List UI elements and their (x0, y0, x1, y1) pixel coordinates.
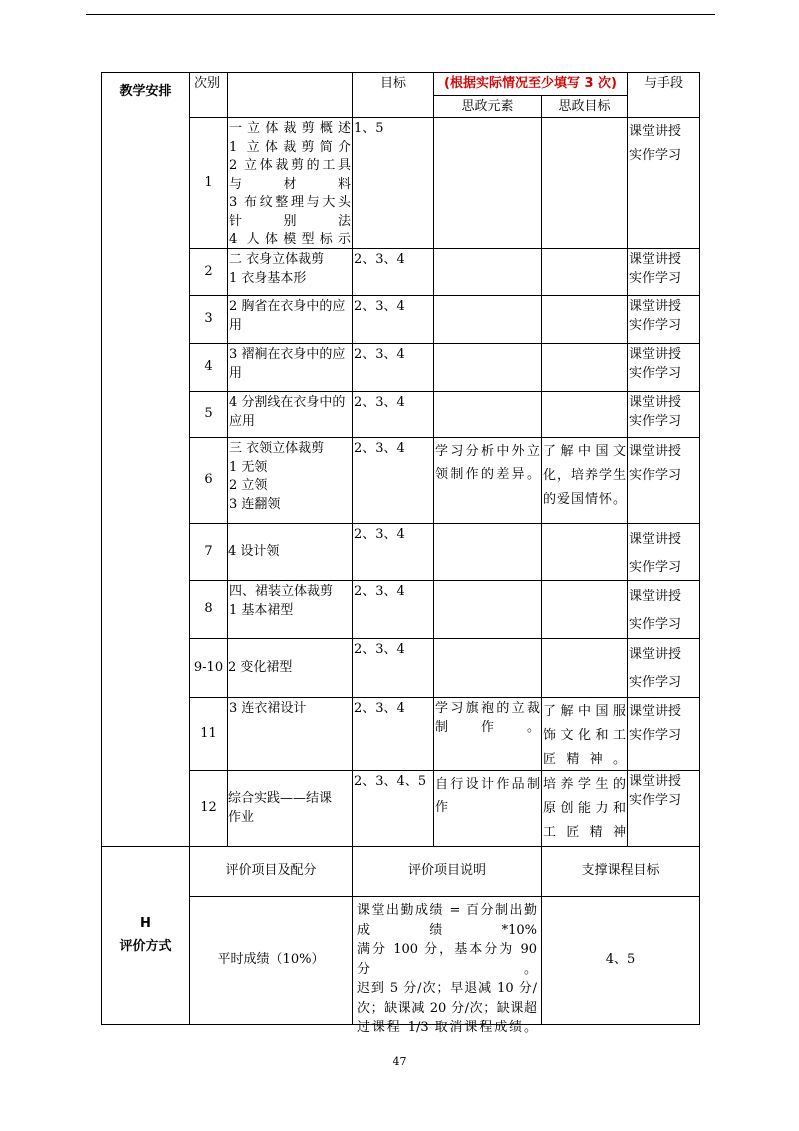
row-number (190, 771, 228, 847)
text-line: 实作学习 (629, 728, 682, 743)
header-ideo-goal (542, 96, 628, 118)
text-line: 实作学习 (629, 468, 682, 483)
row-number (190, 438, 228, 524)
text-line: 实作学习 (629, 792, 682, 808)
row-method (628, 118, 700, 249)
header-method (628, 73, 700, 118)
row-content (228, 771, 353, 847)
text-line: 与材料 (229, 176, 351, 192)
row-ideo-element (434, 344, 542, 392)
row-target-text: 2、3、4 (354, 252, 405, 267)
text-line: 用 (229, 317, 243, 333)
text-line: 化，培养学生 (543, 468, 626, 483)
eval-item (190, 897, 353, 1025)
text-line: 了解中国文 (543, 444, 626, 459)
row-number-text: 1 (204, 174, 213, 190)
row-number-text: 11 (200, 725, 217, 741)
eval-goal (542, 897, 700, 1025)
row-ideo-element (434, 118, 542, 249)
row-target-text: 2、3、4 (354, 584, 405, 599)
row-ideo-element (434, 438, 542, 524)
evaluation-letter: H (140, 916, 151, 931)
row-method (628, 344, 700, 392)
text-line: 课堂讲授 (629, 124, 682, 139)
row-target-text: 2、3、4 (354, 527, 405, 542)
row-target (353, 249, 434, 296)
eval-header-goal (542, 847, 700, 897)
text-line: 自行设计作品制 (435, 777, 540, 792)
text-line: 2 立体裁剪的工具 (229, 158, 351, 173)
row-target (353, 438, 434, 524)
text-line: 饰文化和工 (543, 728, 626, 743)
text-line: 作 (435, 800, 449, 815)
row-ideo-goal (542, 249, 628, 296)
text-line: 课堂讲授 (629, 704, 682, 719)
row-number (190, 392, 228, 438)
text-line: 实作学习 (629, 413, 682, 429)
section-label: 教学安排 (119, 84, 172, 99)
text-line: 课堂讲授 (629, 774, 682, 789)
text-line: 学习分析中外立 (435, 444, 540, 459)
text-line: 迟到 5 分/次；早退减 10 分/ (357, 981, 537, 996)
row-number-text: 3 (204, 311, 213, 327)
row-number-text: 8 (204, 601, 213, 617)
header-method-text: 与手段 (643, 76, 683, 91)
content-wrap (228, 790, 332, 827)
row-method (628, 639, 700, 698)
evaluation-label-text: 评价方式 (119, 938, 172, 954)
row-ideo-goal (542, 296, 628, 344)
text-line: 次；缺课减 20 分/次；缺课超 (357, 1000, 537, 1016)
row-target (353, 118, 434, 249)
header-note-text: (根据实际情况至少填写 3 次) (444, 76, 617, 91)
row-number (190, 296, 228, 344)
row-method (628, 296, 700, 344)
text-line: 课堂讲授 (629, 589, 682, 604)
text-line: 1 立体裁剪简介 (229, 139, 351, 155)
row-content (228, 249, 353, 296)
row-target-text: 2、3、4 (354, 347, 405, 362)
text-line: 实作学习 (629, 148, 682, 163)
row-number-text: 5 (204, 406, 213, 422)
row-content (228, 296, 353, 344)
text-line: 实作学习 (629, 675, 682, 690)
row-target (353, 344, 434, 392)
row-target (353, 698, 434, 771)
row-ideo-element (434, 296, 542, 344)
text-line: 课堂讲授 (629, 532, 682, 547)
row-target-text: 2、3、4 (354, 441, 405, 456)
header-content (228, 73, 353, 118)
text-line: 4 设计领 (228, 543, 280, 559)
text-line: 4 分割线在衣身中的 (229, 395, 346, 410)
text-line: 的爱国情怀。 (543, 492, 626, 507)
text-line: 制作。 (435, 719, 540, 735)
row-ideo-goal (542, 392, 628, 438)
row-method (628, 698, 700, 771)
row-content (228, 438, 353, 524)
row-target (353, 581, 434, 639)
text-line: 实作学习 (629, 317, 682, 333)
row-target (353, 296, 434, 344)
text-line: 课堂讲授 (629, 252, 682, 267)
row-target-text: 2、3、4 (354, 395, 405, 410)
text-line: 培养学生的 (543, 777, 626, 792)
text-line: 3 连衣裙设计 (229, 701, 307, 716)
evaluation-label-cell (102, 847, 190, 1025)
page-number: 47 (392, 1055, 407, 1068)
section-label-cell (102, 73, 190, 847)
text-line: 成绩*10% (357, 922, 537, 938)
text-line: 综合实践——结课 (228, 791, 333, 806)
content-wrap (228, 543, 279, 562)
row-number (190, 344, 228, 392)
row-content (228, 639, 353, 698)
text-line: 实作学习 (629, 365, 682, 381)
row-number (190, 249, 228, 296)
text-line: 1 无领 (229, 459, 268, 475)
row-ideo-element (434, 524, 542, 581)
row-ideo-goal (542, 639, 628, 698)
text-line: 一立体裁剪概述 (229, 121, 351, 136)
course-table (101, 72, 700, 1035)
header-ideo-element (434, 96, 542, 118)
row-target-text: 2、3、4 (354, 701, 405, 716)
text-line: 实作学习 (629, 617, 682, 632)
eval-desc (353, 897, 542, 1035)
text-line: 满分 100 分，基本分为 90 分。 (357, 942, 537, 977)
text-line: 4 人体模型标示 (229, 232, 351, 247)
text-line: 原创能力和 (543, 801, 626, 816)
row-ideo-element (434, 581, 542, 639)
row-method (628, 392, 700, 438)
header-target-text: 目标 (379, 76, 406, 91)
text-line: 2 变化裙型 (228, 659, 293, 675)
row-number-text: 7 (204, 543, 213, 559)
row-number (190, 639, 228, 698)
row-number-text: 12 (200, 800, 217, 816)
row-content (228, 698, 353, 771)
row-ideo-goal (542, 524, 628, 581)
row-method (628, 249, 700, 296)
row-ideo-goal (542, 344, 628, 392)
eval-header-item-text: 评价项目及配分 (225, 863, 317, 879)
text-line: 应用 (229, 413, 256, 429)
text-line: 1 基本裙型 (229, 602, 294, 618)
header-target (353, 73, 434, 118)
eval-header-desc (353, 847, 542, 897)
row-content (228, 118, 353, 249)
text-line: 二 衣身立体裁剪 (229, 252, 325, 267)
row-content (228, 392, 353, 438)
header-ideo-goal-text: 思政目标 (558, 99, 611, 114)
text-line: 过课程 1/3 取消课程成绩。 (357, 1020, 537, 1035)
eval-goal-text: 4、5 (605, 952, 636, 968)
row-target-text: 2、3、4 (354, 642, 405, 657)
text-line: 1 衣身基本形 (229, 270, 307, 286)
text-line: 课堂讲授 (629, 347, 682, 362)
text-line: 3 褶裥在衣身中的应 (229, 347, 346, 362)
row-content (228, 344, 353, 392)
text-line: 3 布纹整理与大头 (229, 195, 351, 210)
text-line: 课堂出勤成绩 = 百分制出勤 (357, 903, 537, 918)
row-number-text: 4 (204, 359, 213, 375)
row-ideo-goal (542, 581, 628, 639)
header-order (190, 73, 228, 118)
row-ideo-element (434, 771, 542, 847)
row-number-text: 6 (204, 472, 213, 488)
row-ideo-element (434, 249, 542, 296)
text-line: 学习旗袍的立裁 (435, 701, 540, 716)
row-method (628, 524, 700, 581)
row-target-text: 2、3、4 (354, 299, 405, 314)
row-number (190, 581, 228, 639)
row-method (628, 771, 700, 847)
text-line: 实作学习 (629, 270, 682, 286)
text-line: 实作学习 (629, 560, 682, 575)
text-line: 用 (229, 365, 243, 381)
row-number-text: 9-10 (193, 659, 224, 675)
evaluation-label (119, 915, 171, 956)
row-number (190, 698, 228, 771)
row-ideo-goal (542, 698, 628, 771)
text-line: 课堂讲授 (629, 395, 682, 410)
row-target-text: 1、5 (354, 121, 384, 136)
row-number (190, 524, 228, 581)
eval-header-goal-text: 支撑课程目标 (581, 863, 660, 879)
row-content (228, 524, 353, 581)
text-line: 四、裙装立体裁剪 (229, 584, 334, 599)
row-ideo-goal (542, 771, 628, 847)
row-target (353, 771, 434, 847)
text-line: 作业 (228, 809, 255, 825)
text-line: 2 立领 (229, 478, 268, 493)
row-ideo-element (434, 698, 542, 771)
row-target (353, 392, 434, 438)
row-ideo-element (434, 639, 542, 698)
text-line: 课堂讲授 (629, 299, 682, 314)
row-target (353, 524, 434, 581)
text-line: 3 连翻领 (229, 496, 281, 512)
row-ideo-goal (542, 118, 628, 249)
text-line: 了解中国服 (543, 704, 626, 719)
text-line: 领制作的差异。 (435, 467, 540, 482)
text-line: 匠精神。 (543, 752, 626, 767)
content-wrap (228, 659, 292, 678)
row-method (628, 438, 700, 524)
row-target (353, 639, 434, 698)
text-line: 2 胸省在衣身中的应 (229, 299, 346, 314)
row-target-text: 2、3、4、5 (354, 774, 427, 789)
header-rule (86, 14, 715, 15)
eval-item-text: 平时成绩（10%） (217, 952, 325, 968)
row-number-text: 2 (204, 263, 213, 279)
header-ideo-element-text: 思政元素 (461, 99, 514, 114)
row-method (628, 581, 700, 639)
row-ideo-element (434, 392, 542, 438)
row-content (228, 581, 353, 639)
header-note (434, 73, 628, 96)
header-order-text: 次别 (194, 76, 221, 91)
text-line: 工匠精神 (543, 825, 626, 840)
eval-header-desc-text: 评价项目说明 (407, 863, 486, 879)
row-number (190, 118, 228, 249)
text-line: 三 衣领立体裁剪 (229, 441, 325, 456)
text-line: 课堂讲授 (629, 647, 682, 662)
text-line: 针别法 (229, 213, 351, 229)
eval-header-item (190, 847, 353, 897)
text-line: 课堂讲授 (629, 444, 682, 459)
row-ideo-goal (542, 438, 628, 524)
